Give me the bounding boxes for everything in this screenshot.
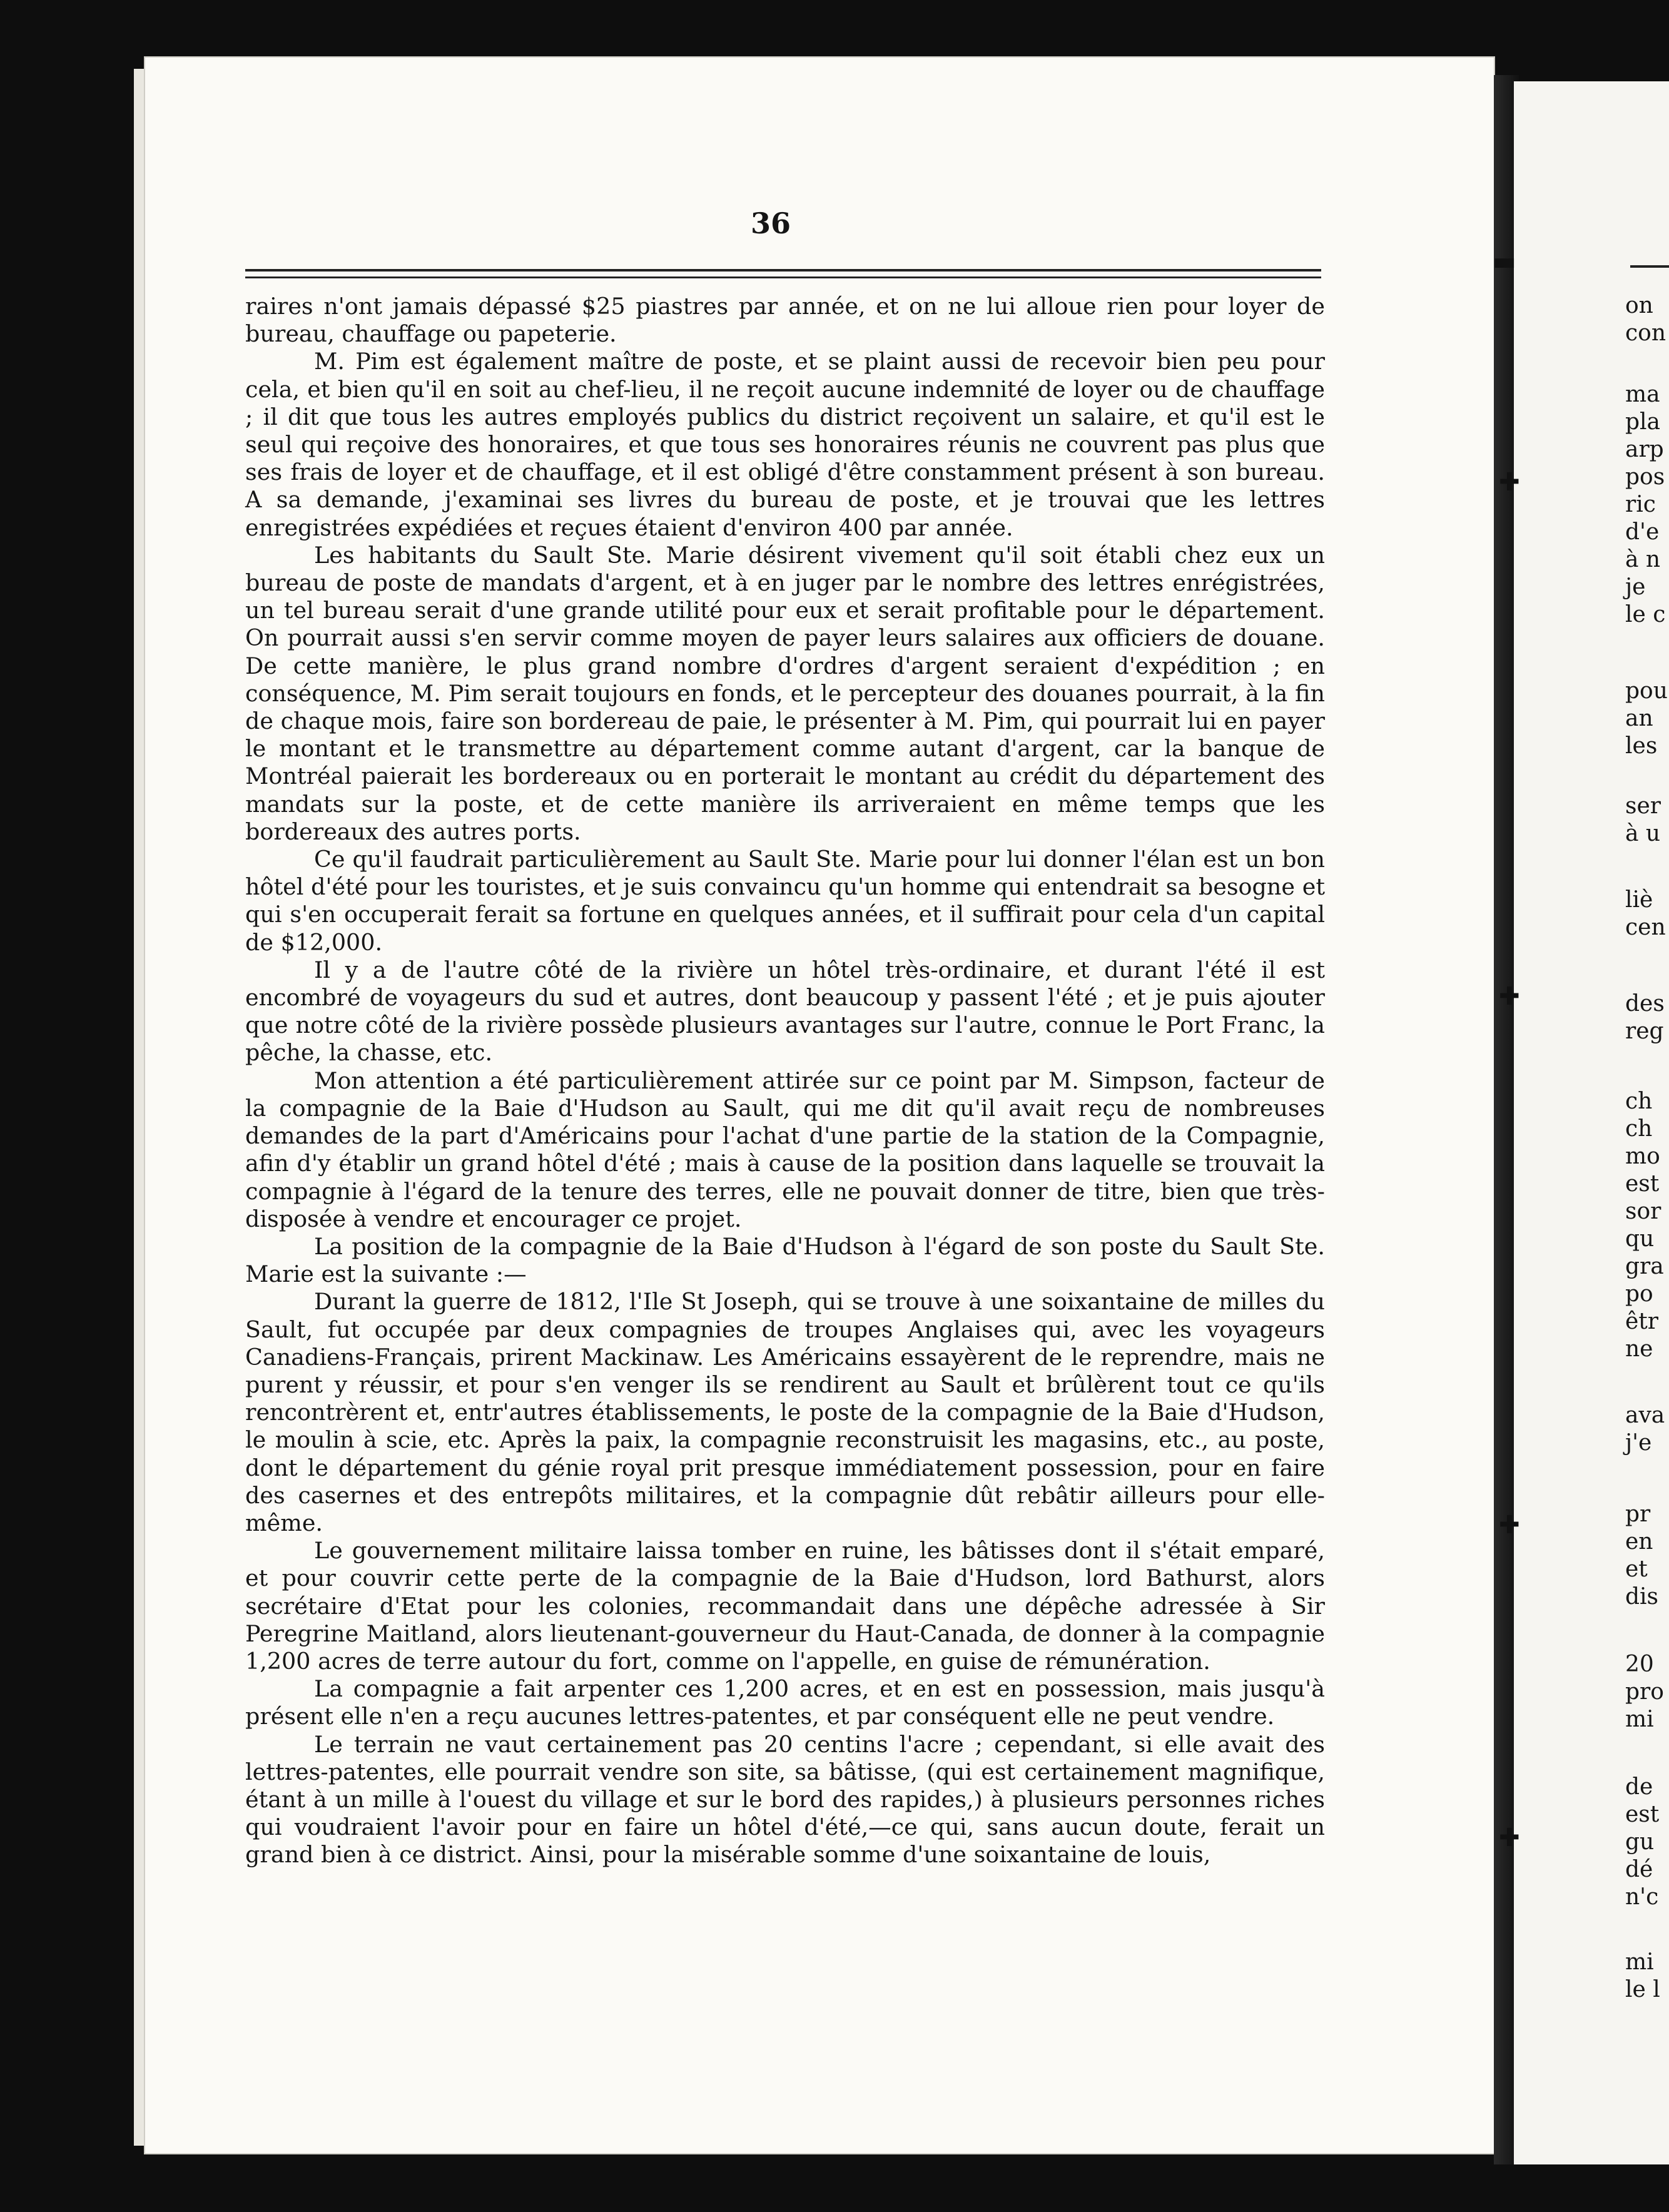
next-page-line-fragment: est xyxy=(1625,1171,1660,1197)
paragraph: Mon attention a été particulièrement attirée sur ce point par M. Simpson, facteur de la compagnie de la Baie d'Hudson au Sault, qui me dit qu'il avait reçu de nombreuses demandes de la part d'Américains pour l'achat d'une partie de la station de la Compagnie, afin d'y établir un grand hôtel d'été ; mais à cause de la position dans laquelle se trouvait la compagnie à l'égard de la tenure des terres, elle ne pouvait donner de titre, bien que très-disposée à vendre et encourager ce projet. xyxy=(245,1067,1325,1232)
next-page-line-fragment: ric xyxy=(1625,492,1656,517)
next-page-line-fragment: de xyxy=(1625,1774,1653,1800)
next-page-line-fragment: ch xyxy=(1625,1088,1653,1114)
margin-arrow-mark: ✚ xyxy=(1499,1824,1520,1852)
next-page-line-fragment: cen xyxy=(1625,915,1666,940)
next-page-line-fragment: mi xyxy=(1625,1707,1654,1732)
next-page-line-fragment: dis xyxy=(1625,1584,1659,1610)
paragraph: La position de la compagnie de la Baie d'Hudson à l'égard de son poste du Sault Ste. Marie est la suivante :— xyxy=(245,1232,1325,1288)
paragraph: Le gouvernement militaire laissa tomber en ruine, les bâtisses dont il s'était emparé, et pour couvrir cette perte de la compagnie de la Baie d'Hudson, lord Bathurst, alors secrétaire d'Etat pour les colonies, recommandait dans une dépêche adressée à Sir Peregrine Maitland, alors lieutenant-gouverneur du Haut-Canada, de donner à la compagnie 1,200 acres de terre autour du fort, comme on l'appelle, en guise de rémunération. xyxy=(245,1537,1325,1675)
paragraph: Les habitants du Sault Ste. Marie désirent vivement qu'il soit établi chez eux un bureau de poste de mandats d'argent, et à en juger par le nombre des lettres enrégistrées, un tel bureau serait d'une grande utilité pour eux et serait profitable pour le département. On pourrait aussi s'en servir comme moyen de payer leurs salaires aux officiers de douane. De cette manière, le plus grand nombre d'ordres d'argent seraient d'expédition ; en conséquence, M. Pim serait toujours en fonds, et le percepteur des douanes pourrait, à la fin de chaque mois, faire son bordereau de paie, le présenter à M. Pim, qui pourrait lui en payer le montant et le transmettre au département comme autant d'argent, car la banque de Montréal paierait les bordereaux ou en porterait le montant au crédit du département des mandats sur la poste, et de cette manière ils arriveraient en même temps que les bordereaux des autres ports. xyxy=(245,541,1325,845)
paragraph: Le terrain ne vaut certainement pas 20 centins l'acre ; cependant, si elle avait des lettres-patentes, elle pourrait vendre son site, sa bâtisse, (qui est certainement magnifique, étant à un mille à l'ouest du village et sur le bord des rapides,) à plusieurs personnes riches qui voudraient l'avoir pour en faire un hôtel d'été,—ce qui, sans aucun doute, ferait un grand bien à ce district. Ainsi, pour la misérable somme d'une soixantaine de louis, xyxy=(245,1730,1325,1869)
next-page-line-fragment: 20 xyxy=(1625,1651,1654,1677)
next-page-line-fragment: po xyxy=(1625,1281,1653,1307)
next-page-line-fragment: dé xyxy=(1625,1857,1653,1882)
next-page-line-fragment: mi xyxy=(1625,1949,1654,1975)
next-page-line-fragment: pou xyxy=(1625,678,1668,704)
next-page-line-fragment: qu xyxy=(1625,1226,1655,1252)
next-page-line-fragment: pro xyxy=(1625,1679,1664,1705)
margin-arrow-mark: ✚ xyxy=(1499,468,1520,497)
next-page-line-fragment: on xyxy=(1625,293,1653,318)
margin-dash-mark: ▬ xyxy=(1493,247,1516,276)
next-page-header-rule xyxy=(1630,265,1669,268)
next-page-line-fragment: con xyxy=(1625,320,1666,346)
next-page-line-fragment: gra xyxy=(1625,1254,1664,1279)
next-page-line-fragment: n'c xyxy=(1625,1884,1659,1910)
next-page-line-fragment: d'e xyxy=(1625,519,1660,545)
next-page-line-fragment: ma xyxy=(1625,382,1660,407)
next-page-line-fragment: arp xyxy=(1625,437,1664,462)
next-page-line-fragment: êtr xyxy=(1625,1309,1658,1334)
paragraph: M. Pim est également maître de poste, et se plaint aussi de recevoir bien peu pour cela, et bien qu'il en soit au chef-lieu, il ne reçoit aucune indemnité de loyer ou de chauffage ; il dit que tous les autres employés publics du district reçoivent un salaire, et qu'il est le seul qui reçoive des honoraires, et que tous ses honoraires réunis ne couvrent pas plus que ses frais de loyer et de chauffage, et il est obligé d'être constamment présent à son bureau. A sa demande, j'examinai ses livres du bureau de poste, et je trouvai que les lettres enregistrées expédiées et reçues étaient d'environ 400 par année. xyxy=(245,348,1325,541)
next-page-line-fragment: à n xyxy=(1625,547,1661,572)
next-page-line-fragment: en xyxy=(1625,1529,1653,1555)
next-page-line-fragment: sor xyxy=(1625,1199,1661,1224)
next-page-line-fragment: ser xyxy=(1625,793,1661,819)
next-page-line-fragment: les xyxy=(1625,733,1658,759)
page-number: 36 xyxy=(751,206,791,240)
next-page-line-fragment: ne xyxy=(1625,1336,1653,1362)
paragraph: raires n'ont jamais dépassé $25 piastres par année, et on ne lui alloue rien pour loyer de bureau, chauffage ou papeterie. xyxy=(245,293,1325,348)
next-page-line-fragment: gu xyxy=(1625,1829,1655,1855)
next-page-line-fragment: le l xyxy=(1625,1977,1660,2002)
next-page-line-fragment: ava xyxy=(1625,1403,1665,1428)
next-page-line-fragment: le c xyxy=(1625,602,1666,627)
paragraph: Durant la guerre de 1812, l'Ile St Joseph, qui se trouve à une soixantaine de milles du Sault, fut occupée par deux compagnies de troupes Anglaises qui, avec les voyageurs Canadiens-Français, prirent Mackinaw. Les Américains essayèrent de le reprendre, mais ne purent y réussir, et pour s'en venger ils se rendirent au Sault et brûlèrent tout ce qu'ils rencontrèrent et, entr'autres établissements, le poste de la compagnie de la Baie d'Hudson, le moulin à scie, etc. Après la paix, la compagnie reconstruisit les magasins, etc., au poste, dont le département du génie royal prit presque immédiatement possession, pour en faire des casernes et des entrepôts militaires, et la compagnie dût rebâtir ailleurs pour elle-même. xyxy=(245,1288,1325,1536)
next-page-line-fragment: mo xyxy=(1625,1144,1660,1169)
margin-arrow-mark: ✚ xyxy=(1499,982,1520,1011)
next-page-line-fragment: pla xyxy=(1625,409,1661,435)
next-page-line-fragment: ch xyxy=(1625,1116,1653,1142)
margin-arrow-mark: ✚ xyxy=(1499,1511,1520,1540)
next-page-line-fragment: pr xyxy=(1625,1501,1651,1527)
next-page-line-fragment: pos xyxy=(1625,464,1665,490)
next-page-line-fragment: liè xyxy=(1625,887,1653,913)
next-page-line-fragment: et xyxy=(1625,1556,1648,1582)
paragraph: Ce qu'il faudrait particulièrement au Sault Ste. Marie pour lui donner l'élan est un bon hôtel d'été pour les touristes, et je suis convaincu qu'un homme qui entendrait sa besogne et qui s'en occuperait ferait sa fortune en quelques années, et il suffirait pour cela d'un capital de $12,000. xyxy=(245,846,1325,956)
next-page-line-fragment: est xyxy=(1625,1802,1660,1827)
next-page-line-fragment: des xyxy=(1625,991,1665,1017)
header-rule-thin xyxy=(245,276,1321,278)
next-page-line-fragment: reg xyxy=(1625,1018,1664,1044)
paragraph: La compagnie a fait arpenter ces 1,200 acres, et en est en possession, mais jusqu'à présent elle n'en a reçu aucunes lettres-patentes, et par conséquent elle ne peut vendre. xyxy=(245,1675,1325,1730)
header-rule xyxy=(245,269,1321,271)
next-page-line-fragment: je xyxy=(1625,574,1646,600)
next-page-line-fragment: à u xyxy=(1625,821,1661,846)
paragraph: Il y a de l'autre côté de la rivière un hôtel très-ordinaire, et durant l'été il est encombré de voyageurs du sud et autres, dont beaucoup y passent l'été ; et je puis ajouter que notre côté de la rivière possède plusieurs avantages sur l'autre, connue le Port Franc, la pêche, la chasse, etc. xyxy=(245,956,1325,1067)
body-text xyxy=(245,293,1325,1869)
next-page-line-fragment: j'e xyxy=(1625,1430,1652,1456)
next-page-line-fragment: an xyxy=(1625,706,1653,731)
